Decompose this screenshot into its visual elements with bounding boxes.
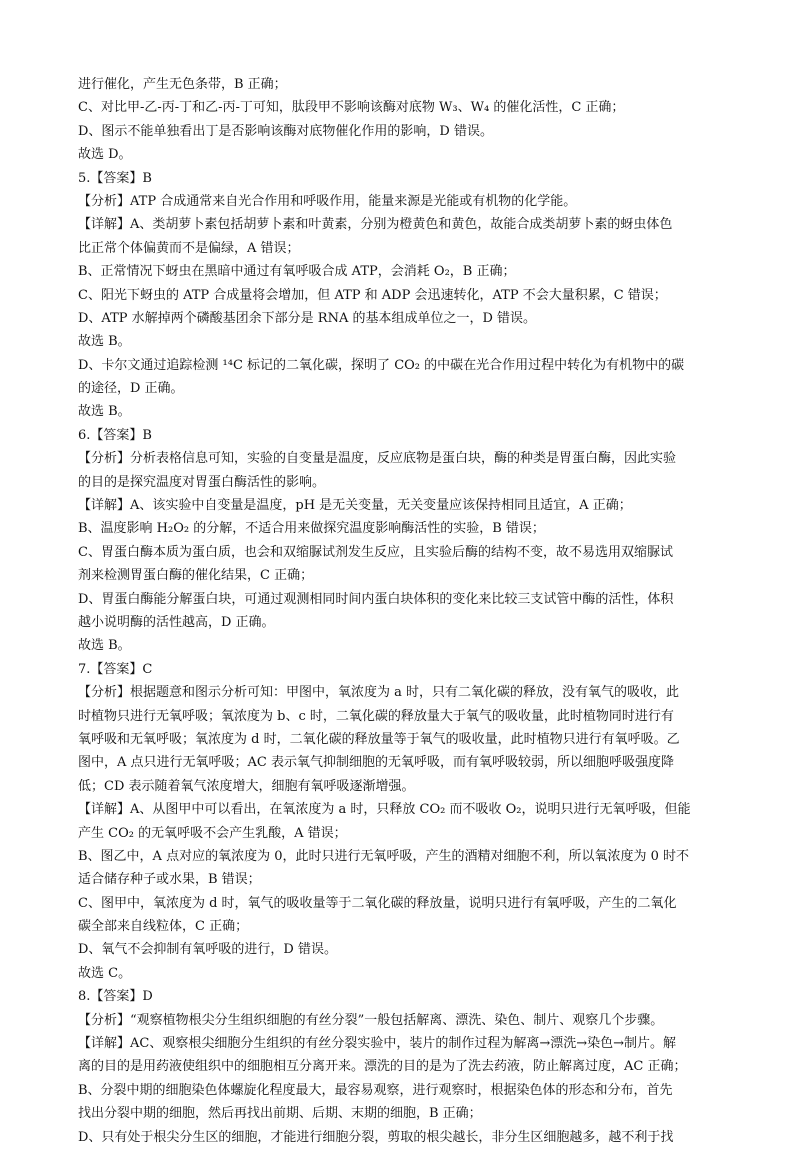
text-line: D、胃蛋白酶能分解蛋白块，可通过观测相同时间内蛋白块体积的变化来比较三支试管中酶的活性，体积 — [78, 591, 674, 607]
text-line: C、胃蛋白酶本质为蛋白质，也会和双缩脲试剂发生反应，且实验后酶的结构不变，故不易选用双缩脲试 — [78, 544, 673, 560]
text-line: 【分析】“观察植物根尖分生组织细胞的有丝分裂”一般包括解离、漂洗、染色、制片、观察几个步骤。 — [78, 1012, 664, 1028]
text-line: 的目的是探究温度对胃蛋白酶活性的影响。 — [78, 474, 326, 490]
text-line: 碳全部来自线粒体，C 正确； — [78, 919, 249, 935]
text-line: 氧呼吸和无氧呼吸；氧浓度为 d 时，二氧化碳的释放量等于氧气的吸收量，此时植物只进行有氧呼吸。乙 — [78, 731, 680, 747]
text-line: 剂来检测胃蛋白酶的催化结果，C 正确； — [78, 568, 314, 584]
text-line: 比正常个体偏黄而不是偏绿，A 错误； — [78, 240, 300, 256]
text-line: 【详解】AC、观察根尖细胞分生组织的有丝分裂实验中，装片的制作过程为解离→漂洗→染色→制片。解 — [78, 1036, 677, 1052]
text-line: 适合储存种子或水果，B 错误； — [78, 872, 261, 888]
text-line: 7.【答案】C — [78, 661, 153, 677]
text-line: C、对比甲-乙-丙-丁和乙-丙-丁可知，肽段甲不影响该酶对底物 W₃、W₄ 的催化活性，C 正确； — [78, 100, 625, 116]
text-line: D、氧气不会抑制有氧呼吸的进行，D 错误。 — [78, 942, 337, 958]
text-line: B、正常情况下蚜虫在黑暗中通过有氧呼吸合成 ATP，会消耗 O₂，B 正确； — [78, 264, 516, 280]
text-line: 5.【答案】B — [78, 170, 152, 186]
document-page — [78, 73, 718, 1149]
text-line: D、卡尔文通过追踪检测 ¹⁴C 标记的二氧化碳，探明了 CO₂ 的中碳在光合作用过程中转化为有机物中的碳 — [78, 357, 685, 373]
text-line: 故选 D。 — [78, 147, 132, 163]
text-line: C、阳光下蚜虫的 ATP 合成量将会增加，但 ATP 和 ADP 会迅速转化，ATP 不会大量积累，C 错误； — [78, 287, 667, 303]
text-line: 的途径，D 正确。 — [78, 381, 184, 397]
text-line: 故选 B。 — [78, 334, 131, 350]
text-line: 【详解】A、该实验中自变量是温度，pH 是无关变量，无关变量应该保持相同且适宜，A 正确； — [78, 498, 632, 514]
text-line: 进行催化，产生无色条带，B 正确； — [78, 77, 287, 92]
text-line: 产生 CO₂ 的无氧呼吸不会产生乳酸，A 错误； — [78, 825, 347, 841]
text-line: 【详解】A、从图甲中可以看出，在氧浓度为 a 时，只释放 CO₂ 而不吸收 O₂，说明只进行无氧呼吸，但能 — [78, 802, 691, 818]
text-line: 图中，A 点只进行无氧呼吸；AC 表示氧气抑制细胞的无氧呼吸，而有氧呼吸较弱，所以细胞呼吸强度降 — [78, 755, 674, 771]
text-line: B、温度影响 H₂O₂ 的分解，不适合用来做探究温度影响酶活性的实验，B 错误； — [78, 521, 545, 537]
text-line: B、分裂中期的细胞染色体螺旋化程度最大，最容易观察，进行观察时，根据染色体的形态和分布，首先 — [78, 1082, 673, 1098]
text-line: 找出分裂中期的细胞，然后再找出前期、后期、末期的细胞，B 正确； — [78, 1106, 482, 1122]
text-line: 低；CD 表示随着氧气浓度增大，细胞有氧呼吸逐渐增强。 — [78, 778, 415, 794]
text-line: 越小说明酶的活性越高，D 正确。 — [78, 614, 275, 630]
text-line: 6.【答案】B — [78, 427, 152, 443]
text-line: B、图乙中，A 点对应的氧浓度为 0，此时只进行无氧呼吸，产生的酒精对细胞不利，所以氧浓度为 0 时不 — [78, 848, 690, 864]
text-line: 【分析】根据题意和图示分析可知：甲图中，氧浓度为 a 时，只有二氧化碳的释放，没有氧气的吸收，此 — [78, 685, 680, 701]
text-line: 故选 B。 — [78, 638, 131, 654]
text-line: 【详解】A、类胡萝卜素包括胡萝卜素和叶黄素，分别为橙黄色和黄色，故能合成类胡萝卜素的蚜虫体色 — [78, 217, 673, 233]
text-line: D、图示不能单独看出丁是否影响该酶对底物催化作用的影响，D 错误。 — [78, 123, 493, 139]
text-line: 【分析】ATP 合成通常来自光合作用和呼吸作用，能量来源是光能或有机物的化学能。 — [78, 193, 577, 209]
text-line: D、ATP 水解掉两个磷酸基团余下部分是 RNA 的基本组成单位之一，D 错误。 — [78, 310, 537, 326]
text-line: D、只有处于根尖分生区的细胞，才能进行细胞分裂，剪取的根尖越长，非分生区细胞越多，越不利于找 — [78, 1129, 674, 1145]
text-line: 故选 C。 — [78, 965, 132, 981]
text-line: 时植物只进行无氧呼吸；氧浓度为 b、c 时，二氧化碳的释放量大于氧气的吸收量，此时植物同时进行有 — [78, 708, 674, 724]
text-line: 离的目的是用药液使组织中的细胞相互分离开来。漂洗的目的是为了洗去药液，防止解离过度，AC 正确； — [78, 1059, 687, 1075]
text-line: C、图甲中，氧浓度为 d 时，氧气的吸收量等于二氧化碳的释放量，说明只进行有氧呼吸，产生的二氧化 — [78, 895, 677, 911]
text-line: 8.【答案】D — [78, 989, 153, 1005]
text-line: 故选 B。 — [78, 404, 131, 420]
text-line: 【分析】分析表格信息可知，实验的自变量是温度，反应底物是蛋白块，酶的种类是胃蛋白酶，因此实验 — [78, 451, 677, 467]
